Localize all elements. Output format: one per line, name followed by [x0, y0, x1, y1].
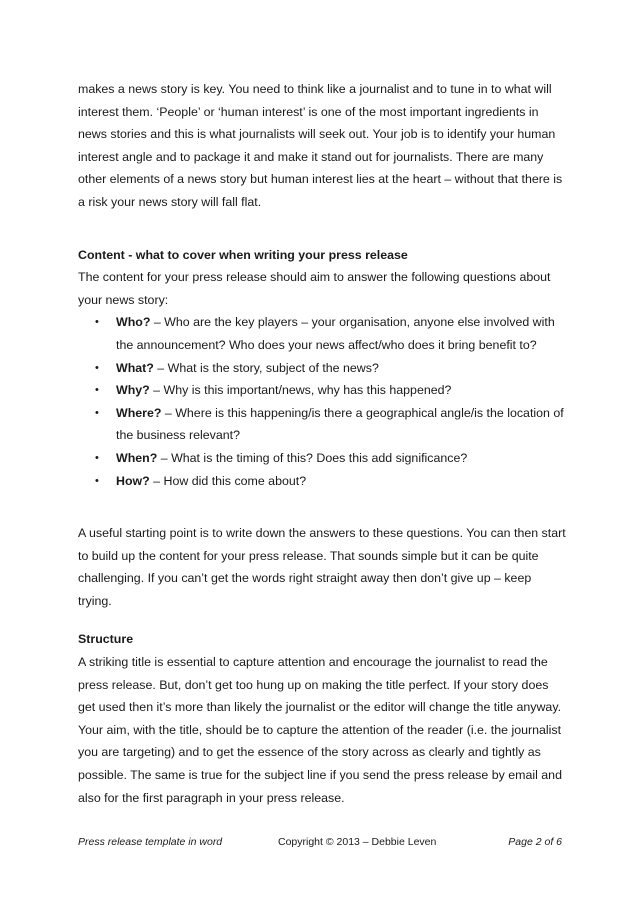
- questions-list: [78, 311, 566, 492]
- content-heading: Content - what to cover when writing your press release: [78, 247, 408, 262]
- list-item-term: Who?: [116, 315, 151, 330]
- content-intro: The content for your press release should aim to answer the following questions about your news story:: [78, 270, 551, 307]
- page-footer: [78, 836, 562, 852]
- list-item-why: [78, 379, 566, 402]
- list-item-where: [78, 402, 566, 447]
- bullet-icon: •: [95, 406, 99, 419]
- bullet-icon: •: [95, 451, 99, 464]
- list-item-term: When?: [116, 450, 158, 465]
- list-item-text: – Who are the key players – your organisation, anyone else involved with the announcement? Who does your news affect/who does it bring benefit to?: [116, 315, 555, 352]
- bullet-icon: •: [95, 316, 99, 329]
- list-item-when: [78, 447, 566, 470]
- list-item-text: – Why is this important/news, why has this happened?: [149, 383, 452, 398]
- list-item-what: [78, 357, 566, 380]
- structure-heading: Structure: [78, 632, 134, 647]
- content-closing-paragraph: A useful starting point is to write down the answers to these questions. You can then start to build up the content for your press release. That sounds simple but it can be quite challenging. If you can’t get the words right straight away then don’t give up – keep trying.: [78, 526, 566, 608]
- list-item-how: [78, 470, 566, 493]
- footer-copyright: Copyright © 2013 – Debbie Leven: [278, 836, 437, 848]
- list-item-text: – How did this come about?: [149, 473, 307, 488]
- bullet-icon: •: [95, 474, 99, 487]
- list-item-who: [78, 311, 566, 356]
- bullet-icon: •: [95, 361, 99, 374]
- list-item-term: What?: [116, 360, 154, 375]
- intro-paragraph: makes a news story is key. You need to think like a journalist and to tune in to what will interest them. ‘People’ or ‘human interest’ is one of the most important ingredients in news stories and this is what journalists will seek out. Your job is to identify your human interest angle and to package it and make it stand out for journalists. There are many other elements of a news story but human interest lies at the heart – without that there is a risk your news story will fall flat.: [78, 82, 563, 209]
- bullet-icon: •: [95, 384, 99, 397]
- list-item-term: Why?: [116, 383, 150, 398]
- list-item-term: Where?: [116, 405, 162, 420]
- list-item-term: How?: [116, 473, 150, 488]
- list-item-text: – What is the timing of this? Does this add significance?: [157, 450, 468, 465]
- footer-document-title: Press release template in word: [78, 836, 223, 848]
- list-item-text: – What is the story, subject of the news?: [153, 360, 379, 375]
- list-item-text: – Where is this happening/is there a geographical angle/is the location of the business relevant?: [116, 405, 564, 443]
- structure-paragraph: A striking title is essential to capture attention and encourage the journalist to read the press release. But, don’t get too hung up on making the title perfect. If your story does get used then it’s more than likely the journalist or the editor will change the title anyway. Your aim, with the title, should be to capture the attention of the reader (i.e. the journalist you are targeting) and to get the essence of the story across as clearly and tightly as possible. The same is true for the subject line if you send the press release by email and also for the first paragraph in your press release.: [78, 655, 562, 805]
- footer-page-number: Page 2 of 6: [508, 836, 562, 848]
- page-body: [78, 78, 566, 809]
